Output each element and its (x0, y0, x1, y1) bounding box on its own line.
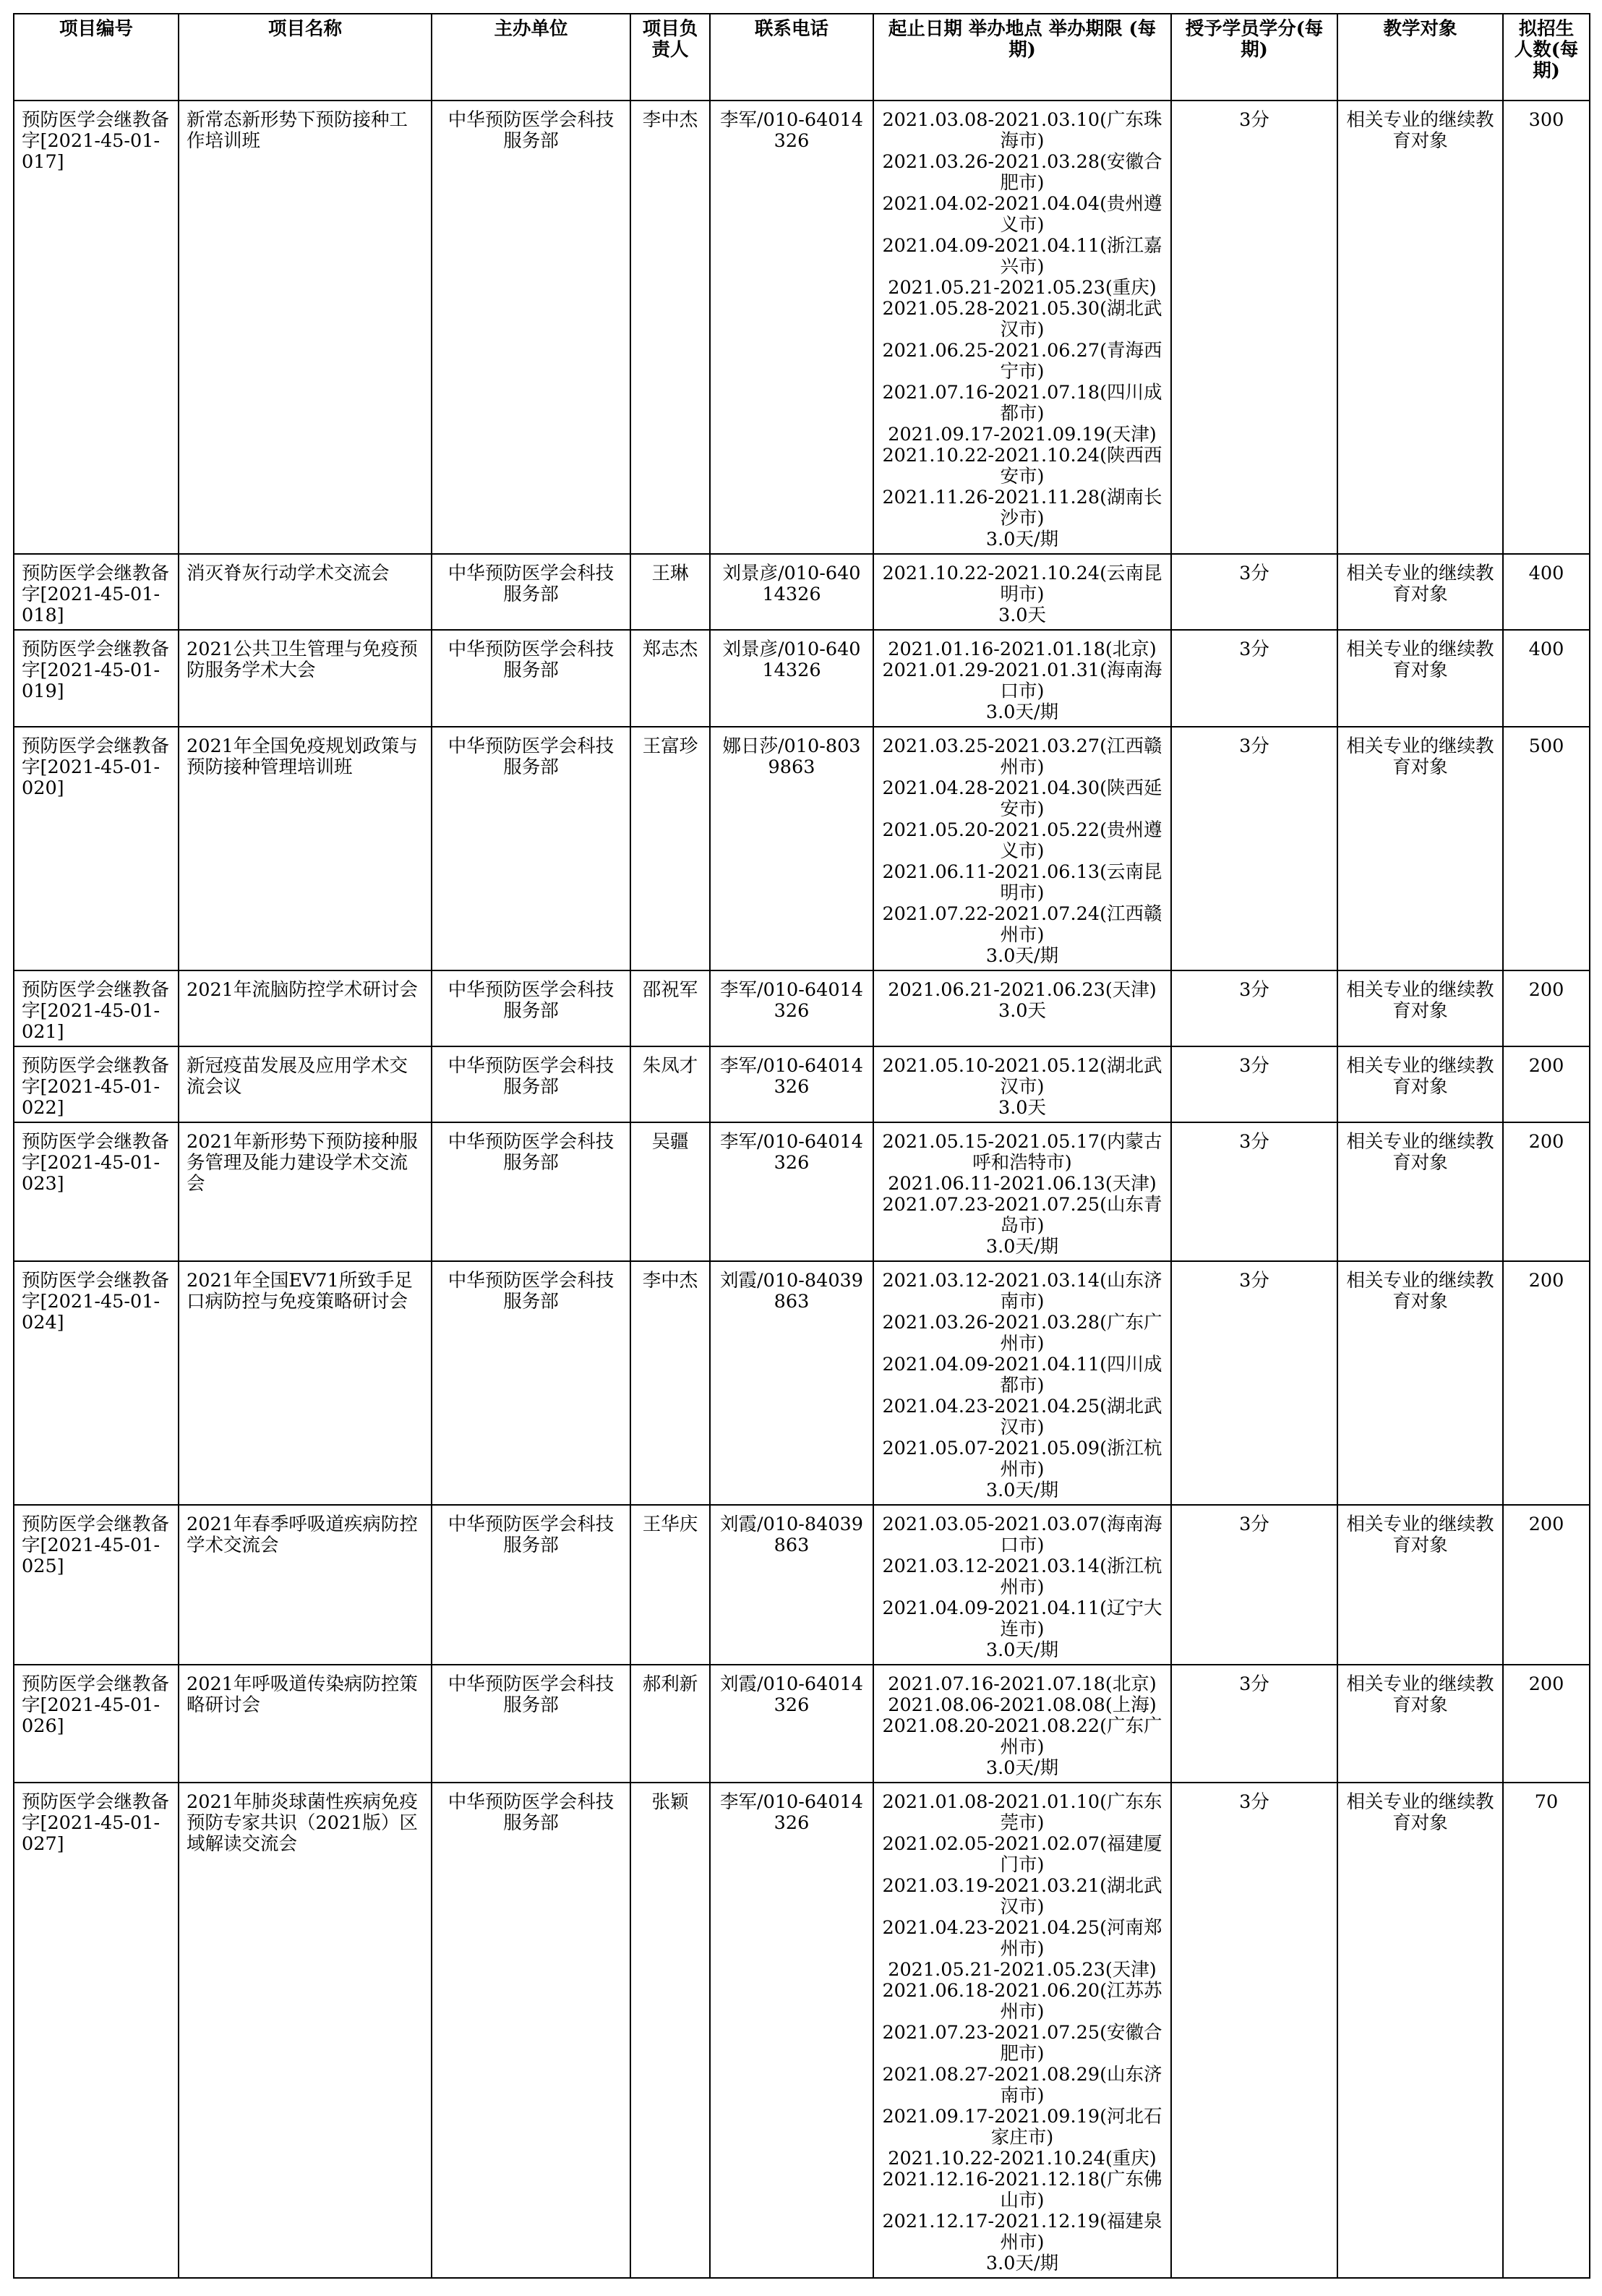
target-audience-cell: 相关专业的继续教育对象 (1337, 630, 1503, 727)
project-name-cell: 2021年流脑防控学术研讨会 (179, 970, 432, 1046)
schedule-line: 2021.09.17-2021.09.19(天津) (888, 424, 1157, 445)
schedule-line: 3.0天/期 (985, 1639, 1059, 1661)
schedule-cell (873, 554, 1171, 630)
organizer-cell: 中华预防医学会科技服务部 (432, 101, 630, 554)
credit-cell: 3分 (1171, 554, 1337, 630)
schedule-line: 2021.04.09-2021.04.11(四川成都市) (882, 1354, 1162, 1396)
target-audience-cell: 相关专业的继续教育对象 (1337, 101, 1503, 554)
schedule-cell (873, 1122, 1171, 1261)
project-lead-cell: 李中杰 (630, 1261, 710, 1505)
project-name-cell: 2021年呼吸道传染病防控策略研讨会 (179, 1665, 432, 1783)
enrollment-count-cell: 200 (1503, 1665, 1590, 1783)
schedule-line: 2021.09.17-2021.09.19(河北石家庄市) (882, 2106, 1162, 2148)
header-org: 主办单位 (432, 14, 630, 101)
schedule-line: 2021.05.21-2021.05.23(天津) (888, 1959, 1157, 1981)
schedule-line: 2021.04.09-2021.04.11(辽宁大连市) (882, 1597, 1162, 1640)
enrollment-count-cell: 400 (1503, 630, 1590, 727)
table-row (14, 1261, 1590, 1505)
schedule-line: 2021.05.07-2021.05.09(浙江杭州市) (882, 1438, 1162, 1480)
project-name-cell: 2021公共卫生管理与免疫预防服务学术大会 (179, 630, 432, 727)
table-row (14, 101, 1590, 554)
target-audience-cell: 相关专业的继续教育对象 (1337, 1261, 1503, 1505)
table-row (14, 1783, 1590, 2278)
schedule-cell (873, 1505, 1171, 1665)
project-name-cell: 消灭脊灰行动学术交流会 (179, 554, 432, 630)
schedule-line: 2021.06.11-2021.06.13(云南昆明市) (882, 861, 1162, 904)
schedule-line: 3.0天 (998, 1097, 1047, 1119)
schedule-line: 2021.04.09-2021.04.11(浙江嘉兴市) (882, 235, 1162, 278)
schedule-line: 2021.06.21-2021.06.23(天津) (888, 979, 1157, 1001)
schedule-line: 2021.01.16-2021.01.18(北京) (888, 639, 1157, 660)
project-id-cell: 预防医学会继教备字[2021-45-01-023] (14, 1122, 179, 1261)
table-row (14, 1122, 1590, 1261)
project-id-cell: 预防医学会继教备字[2021-45-01-025] (14, 1505, 179, 1665)
organizer-cell: 中华预防医学会科技服务部 (432, 970, 630, 1046)
target-audience-cell: 相关专业的继续教育对象 (1337, 1122, 1503, 1261)
project-id-cell: 预防医学会继教备字[2021-45-01-026] (14, 1665, 179, 1783)
schedule-line: 3.0天 (998, 605, 1047, 626)
schedule-line: 2021.06.11-2021.06.13(天津) (888, 1173, 1157, 1195)
schedule-line: 2021.03.12-2021.03.14(浙江杭州市) (882, 1555, 1162, 1598)
organizer-cell: 中华预防医学会科技服务部 (432, 554, 630, 630)
schedule-line: 2021.05.20-2021.05.22(贵州遵义市) (882, 819, 1162, 862)
header-id: 项目编号 (14, 14, 179, 101)
target-audience-cell: 相关专业的继续教育对象 (1337, 554, 1503, 630)
project-id-cell: 预防医学会继教备字[2021-45-01-018] (14, 554, 179, 630)
schedule-line: 2021.04.23-2021.04.25(湖北武汉市) (882, 1396, 1162, 1438)
project-id-cell: 预防医学会继教备字[2021-45-01-020] (14, 727, 179, 970)
credit-cell: 3分 (1171, 970, 1337, 1046)
organizer-cell: 中华预防医学会科技服务部 (432, 1665, 630, 1783)
schedule-line: 3.0天/期 (985, 701, 1059, 723)
schedule-cell (873, 630, 1171, 727)
project-table (13, 13, 1590, 2279)
header-phone: 联系电话 (710, 14, 873, 101)
schedule-line: 3.0天/期 (985, 1757, 1059, 1779)
organizer-cell: 中华预防医学会科技服务部 (432, 1046, 630, 1122)
schedule-line: 2021.08.20-2021.08.22(广东广州市) (882, 1715, 1162, 1758)
project-lead-cell: 吴疆 (630, 1122, 710, 1261)
contact-phone-cell: 李军/010-64014326 (710, 1122, 873, 1261)
table-row (14, 630, 1590, 727)
schedule-line: 2021.04.02-2021.04.04(贵州遵义市) (882, 193, 1162, 236)
enrollment-count-cell: 300 (1503, 101, 1590, 554)
schedule-line: 2021.10.22-2021.10.24(陕西西安市) (882, 445, 1162, 487)
organizer-cell: 中华预防医学会科技服务部 (432, 1783, 630, 2278)
project-name-cell: 2021年春季呼吸道疾病防控学术交流会 (179, 1505, 432, 1665)
schedule-line: 2021.05.21-2021.05.23(重庆) (888, 277, 1157, 299)
schedule-line: 3.0天/期 (985, 529, 1059, 550)
schedule-line: 2021.07.23-2021.07.25(山东青岛市) (882, 1194, 1162, 1237)
organizer-cell: 中华预防医学会科技服务部 (432, 1505, 630, 1665)
project-lead-cell: 王琳 (630, 554, 710, 630)
schedule-line: 2021.02.05-2021.02.07(福建厦门市) (882, 1833, 1162, 1876)
table-row (14, 970, 1590, 1046)
schedule-line: 2021.03.25-2021.03.27(江西赣州市) (882, 735, 1162, 778)
project-lead-cell: 邵祝军 (630, 970, 710, 1046)
project-lead-cell: 郝利新 (630, 1665, 710, 1783)
project-rows (14, 101, 1590, 2278)
schedule-line: 2021.01.08-2021.01.10(广东东莞市) (882, 1791, 1162, 1834)
schedule-cell (873, 1665, 1171, 1783)
enrollment-count-cell: 200 (1503, 1046, 1590, 1122)
schedule-line: 2021.11.26-2021.11.28(湖南长沙市) (882, 487, 1162, 529)
credit-cell: 3分 (1171, 101, 1337, 554)
table-row (14, 1665, 1590, 1783)
header-lead: 项目负责人 (630, 14, 710, 101)
schedule-cell (873, 101, 1171, 554)
contact-phone-cell: 刘霞/010-64014326 (710, 1665, 873, 1783)
contact-phone-cell: 李军/010-64014326 (710, 970, 873, 1046)
project-lead-cell: 张颖 (630, 1783, 710, 2278)
credit-cell: 3分 (1171, 1122, 1337, 1261)
header-count: 拟招生人数(每期) (1503, 14, 1590, 101)
header-name: 项目名称 (179, 14, 432, 101)
schedule-line: 2021.06.25-2021.06.27(青海西宁市) (882, 340, 1162, 383)
project-lead-cell: 王华庆 (630, 1505, 710, 1665)
project-id-cell: 预防医学会继教备字[2021-45-01-019] (14, 630, 179, 727)
header-target: 教学对象 (1337, 14, 1503, 101)
target-audience-cell: 相关专业的继续教育对象 (1337, 1046, 1503, 1122)
schedule-cell (873, 727, 1171, 970)
enrollment-count-cell: 200 (1503, 1261, 1590, 1505)
project-name-cell: 新冠疫苗发展及应用学术交流会议 (179, 1046, 432, 1122)
organizer-cell: 中华预防医学会科技服务部 (432, 727, 630, 970)
target-audience-cell: 相关专业的继续教育对象 (1337, 727, 1503, 970)
project-lead-cell: 王富珍 (630, 727, 710, 970)
credit-cell: 3分 (1171, 1783, 1337, 2278)
schedule-line: 2021.05.15-2021.05.17(内蒙古呼和浩特市) (882, 1131, 1162, 1174)
table-row (14, 1046, 1590, 1122)
schedule-cell (873, 1261, 1171, 1505)
schedule-line: 2021.07.22-2021.07.24(江西赣州市) (882, 903, 1162, 946)
schedule-line: 2021.07.16-2021.07.18(四川成都市) (882, 382, 1162, 424)
contact-phone-cell: 刘霞/010-84039863 (710, 1261, 873, 1505)
schedule-line: 2021.03.08-2021.03.10(广东珠海市) (882, 109, 1162, 152)
project-table-container (13, 13, 1590, 2279)
schedule-line: 2021.08.27-2021.08.29(山东济南市) (882, 2064, 1162, 2107)
header-credit: 授予学员学分(每期) (1171, 14, 1337, 101)
project-id-cell: 预防医学会继教备字[2021-45-01-022] (14, 1046, 179, 1122)
enrollment-count-cell: 400 (1503, 554, 1590, 630)
enrollment-count-cell: 200 (1503, 970, 1590, 1046)
project-id-cell: 预防医学会继教备字[2021-45-01-027] (14, 1783, 179, 2278)
project-id-cell: 预防医学会继教备字[2021-45-01-021] (14, 970, 179, 1046)
schedule-line: 2021.03.12-2021.03.14(山东济南市) (882, 1270, 1162, 1313)
schedule-line: 2021.05.28-2021.05.30(湖北武汉市) (882, 298, 1162, 341)
project-name-cell: 2021年全国免疫规划政策与预防接种管理培训班 (179, 727, 432, 970)
credit-cell: 3分 (1171, 1261, 1337, 1505)
schedule-line: 2021.04.23-2021.04.25(河南郑州市) (882, 1917, 1162, 1960)
credit-cell: 3分 (1171, 1046, 1337, 1122)
schedule-line: 2021.10.22-2021.10.24(重庆) (888, 2148, 1157, 2169)
enrollment-count-cell: 200 (1503, 1122, 1590, 1261)
organizer-cell: 中华预防医学会科技服务部 (432, 1122, 630, 1261)
table-row (14, 1505, 1590, 1665)
contact-phone-cell: 娜日莎/010-8039863 (710, 727, 873, 970)
schedule-cell (873, 970, 1171, 1046)
organizer-cell: 中华预防医学会科技服务部 (432, 630, 630, 727)
project-id-cell: 预防医学会继教备字[2021-45-01-017] (14, 101, 179, 554)
schedule-line: 2021.03.19-2021.03.21(湖北武汉市) (882, 1875, 1162, 1918)
contact-phone-cell: 李军/010-64014326 (710, 1783, 873, 2278)
project-lead-cell: 郑志杰 (630, 630, 710, 727)
schedule-line: 2021.08.06-2021.08.08(上海) (888, 1694, 1157, 1716)
contact-phone-cell: 刘景彦/010-64014326 (710, 554, 873, 630)
organizer-cell: 中华预防医学会科技服务部 (432, 1261, 630, 1505)
header-row (14, 14, 1590, 101)
contact-phone-cell: 李军/010-64014326 (710, 101, 873, 554)
project-lead-cell: 朱凤才 (630, 1046, 710, 1122)
schedule-line: 2021.06.18-2021.06.20(江苏苏州市) (882, 1980, 1162, 2023)
schedule-line: 2021.03.26-2021.03.28(广东广州市) (882, 1312, 1162, 1354)
schedule-line: 2021.12.17-2021.12.19(福建泉州市) (882, 2211, 1162, 2253)
project-id-cell: 预防医学会继教备字[2021-45-01-024] (14, 1261, 179, 1505)
enrollment-count-cell: 200 (1503, 1505, 1590, 1665)
project-name-cell: 新常态新形势下预防接种工作培训班 (179, 101, 432, 554)
target-audience-cell: 相关专业的继续教育对象 (1337, 970, 1503, 1046)
schedule-line: 3.0天/期 (985, 1236, 1059, 1258)
schedule-cell (873, 1046, 1171, 1122)
project-name-cell: 2021年肺炎球菌性疾病免疫预防专家共识（2021版）区域解读交流会 (179, 1783, 432, 2278)
header-schedule: 起止日期 举办地点 举办期限 (每期) (873, 14, 1171, 101)
schedule-line: 2021.12.16-2021.12.18(广东佛山市) (882, 2169, 1162, 2211)
schedule-line: 2021.07.23-2021.07.25(安徽合肥市) (882, 2022, 1162, 2065)
credit-cell: 3分 (1171, 727, 1337, 970)
contact-phone-cell: 刘霞/010-84039863 (710, 1505, 873, 1665)
table-row (14, 554, 1590, 630)
contact-phone-cell: 刘景彦/010-64014326 (710, 630, 873, 727)
credit-cell: 3分 (1171, 1665, 1337, 1783)
enrollment-count-cell: 500 (1503, 727, 1590, 970)
schedule-cell (873, 1783, 1171, 2278)
schedule-line: 2021.01.29-2021.01.31(海南海口市) (882, 660, 1162, 702)
project-name-cell: 2021年全国EV71所致手足口病防控与免疫策略研讨会 (179, 1261, 432, 1505)
schedule-line: 2021.10.22-2021.10.24(云南昆明市) (882, 563, 1162, 605)
schedule-line: 3.0天/期 (985, 1480, 1059, 1501)
schedule-line: 2021.03.26-2021.03.28(安徽合肥市) (882, 151, 1162, 194)
project-lead-cell: 李中杰 (630, 101, 710, 554)
target-audience-cell: 相关专业的继续教育对象 (1337, 1783, 1503, 2278)
contact-phone-cell: 李军/010-64014326 (710, 1046, 873, 1122)
target-audience-cell: 相关专业的继续教育对象 (1337, 1505, 1503, 1665)
schedule-line: 2021.05.10-2021.05.12(湖北武汉市) (882, 1055, 1162, 1098)
table-row (14, 727, 1590, 970)
credit-cell: 3分 (1171, 1505, 1337, 1665)
schedule-line: 3.0天 (998, 1000, 1047, 1022)
schedule-line: 3.0天/期 (985, 2253, 1059, 2274)
credit-cell: 3分 (1171, 630, 1337, 727)
enrollment-count-cell: 70 (1503, 1783, 1590, 2278)
schedule-line: 2021.07.16-2021.07.18(北京) (888, 1673, 1157, 1695)
schedule-line: 3.0天/期 (985, 945, 1059, 967)
schedule-line: 2021.04.28-2021.04.30(陕西延安市) (882, 777, 1162, 820)
schedule-line: 2021.03.05-2021.03.07(海南海口市) (882, 1514, 1162, 1556)
project-name-cell: 2021年新形势下预防接种服务管理及能力建设学术交流会 (179, 1122, 432, 1261)
target-audience-cell: 相关专业的继续教育对象 (1337, 1665, 1503, 1783)
